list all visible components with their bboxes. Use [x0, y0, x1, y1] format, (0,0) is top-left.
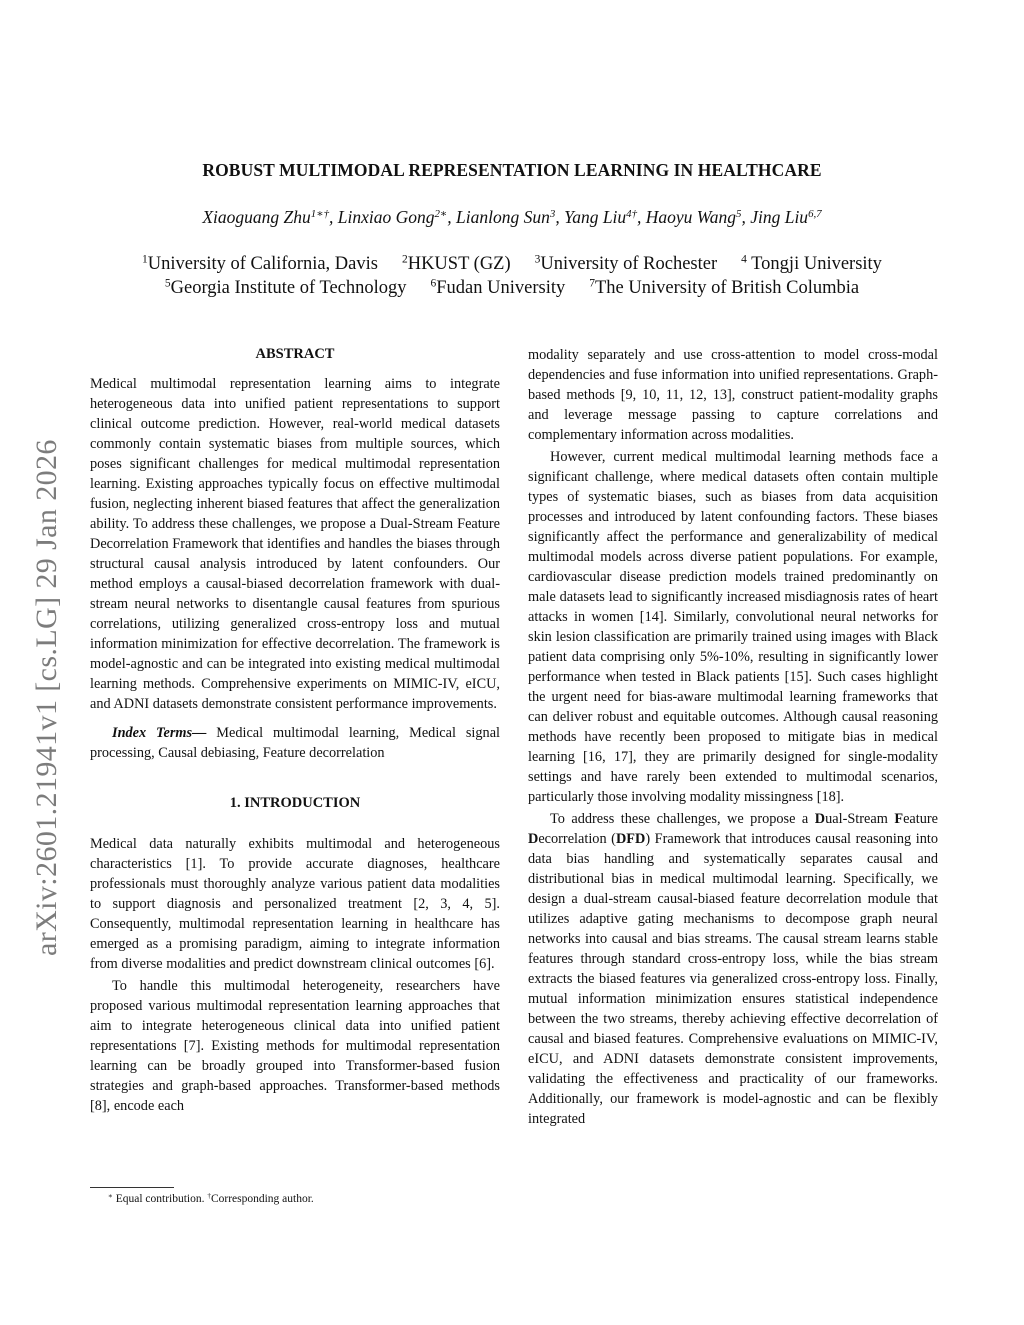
affiliation: $^5$Georgia Institute of Technology — [164, 277, 407, 298]
affiliation: $^7$The University of British Columbia — [589, 277, 860, 298]
author: Jing Liu$^{6,7}$ — [750, 207, 822, 227]
abstract-heading: ABSTRACT — [255, 346, 335, 362]
author: Lianlong Sun$^3$, — [456, 207, 565, 227]
arxiv-id: arXiv:2601.21941v1 [cs.LG] 29 Jan 2026 — [30, 439, 63, 956]
affiliation: $^2$HKUST (GZ) — [401, 253, 511, 274]
author-list — [0, 207, 1024, 228]
footnote-rule — [90, 1187, 174, 1188]
author: Yang Liu$^{4\dagger}$, — [564, 207, 646, 227]
affiliation: $^4$ Tongji University — [741, 253, 882, 274]
author: Haoyu Wang$^5$, — [645, 207, 751, 227]
introduction-heading: 1. INTRODUCTION — [229, 795, 361, 811]
affiliation: $^6$Fudan University — [430, 277, 566, 298]
left-column — [90, 344, 500, 1116]
index-terms-label: Index Terms— — [112, 725, 207, 741]
footnote: ∗ Equal contribution. †Corresponding author. — [108, 1192, 314, 1205]
intro-paragraph-1: Medical data naturally exhibits multimodal and heterogeneous characteristics [1]. To provide accurate diagnoses, healthcare professionals must thoroughly analyze various patient data modalities to support diagnosis and personalized treatment [2, 3, 4, 5]. Consequently, multimodal representation learning in healthcare has emerged as a promising paradigm, aiming to integrate information from diverse modalities and predict downstream clinical outcomes [6]. — [90, 836, 500, 972]
right-paragraph-2: However, current medical multimodal learning methods face a significant challenge, where medical datasets often contain multiple types of systematic biases, such as biases from data acquisition processes and introduced by latent confounding factors. These biases significantly affect the performance and generalizability of medical multimodal models across diverse patient populations. For example, cardiovascular disease prediction models trained predominantly on male datasets lead to significantly increased misdiagnosis rates of heart attacks in women [14]. Similarly, convolutional neural networks for skin lesion classification are primarily trained using images with Black patient data comprising only 5%-10%, resulting in significantly lower performance when tested in Black patients [15]. Such cases highlight the urgent need for bias-aware multimodal learning frameworks that can deliver robust and equitable outcomes. Although causal reasoning methods have recently been proposed to mitigate bias in medical learning [16, 17], they are primarily designed for single-modality settings and have rarely been extended to multimodal scenarios, particularly those involving modality missingness [18]. — [528, 449, 938, 805]
affiliation: $^1$University of California, Davis — [142, 253, 378, 274]
index-terms-text: Medical multimodal learning, Medical signal processing, Causal debiasing, Feature decorrelation — [90, 725, 501, 761]
intro-paragraph-2: To handle this multimodal heterogeneity, researchers have proposed various multimodal representation learning approaches that aim to integrate heterogeneous clinical data into unified patient representations [7]. Existing methods for multimodal representation learning can be broadly grouped into Transformer-based fusion strategies and graph-based approaches. Transformer-based methods [8], encode each — [90, 978, 500, 1114]
right-paragraph-1: modality separately and use cross-attention to model cross-modal dependencies and fuse information into unified representations. Graph-based methods [9, 10, 11, 12, 13], construct patient-modality graphs and leverage message passing to capture correlations and complementary information across modalities. — [528, 347, 938, 443]
right-column — [528, 345, 938, 1129]
paper-title: ROBUST MULTIMODAL REPRESENTATION LEARNING IN HEALTHCARE — [202, 160, 822, 180]
dfd-abbreviation: DFD — [615, 831, 646, 847]
author: Linxiao Gong$^{2∗}$, — [337, 207, 457, 227]
abstract-text: Medical multimodal representation learning aims to integrate heterogeneous data into unified patient representations to support clinical outcome prediction. However, real-world medical datasets commonly contain systematic biases from multiple sources, which poses significant challenges for medical multimodal representation learning. Existing approaches typically focus on effective multimodal fusion, neglecting inherent biased features that affect the generalization ability. To address these challenges, we propose a Dual-Stream Feature Decorrelation Framework that identifies and handles the biases through structural causal analysis introduced by latent confounders. Our method employs a causal-biased decorrelation framework with dual-stream neural networks to disentangle causal features from spurious correlations, utilizing generalized cross-entropy loss and mutual information minimization for effective decorrelation. The framework is model-agnostic and can be integrated into existing medical multimodal learning methods. Comprehensive experiments on MIMIC-IV, eICU, and ADNI datasets demonstrate consistent performance improvements. — [90, 376, 500, 712]
arxiv-stamp — [30, 376, 63, 956]
affiliation: $^3$University of Rochester — [534, 253, 718, 274]
author: Xiaoguang Zhu$^{1∗\dagger}$, — [202, 207, 338, 227]
affiliations-line-2 — [0, 278, 1024, 299]
affiliations-line-1 — [0, 254, 1024, 275]
right-paragraph-3: To address these challenges, we propose a Dual-Stream Feature Decorrelation (DFD) Framework that introduces causal reasoning into data bias handling and systematically separates causal and distributional bias in medical multimodal learning. Specifically, we design a dual-stream causal-biased feature decorrelation module that utilizes adaptive gating mechanisms to decompose graph neural networks into causal and bias streams. The causal stream learns stable features through standard cross-entropy loss, while the bias stream extracts the biased features via generalized cross-entropy loss. Finally, mutual information minimization ensures statistical independence between the two streams, thereby achieving effective decorrelation of causal and biased features. Comprehensive evaluations on MIMIC-IV, eICU, and ADNI datasets demonstrate consistent improvements, validating the effectiveness and practicality of our frameworks. Additionally, our framework is model-agnostic and can be flexibly integrated — [528, 811, 938, 1127]
index-terms — [90, 723, 500, 763]
